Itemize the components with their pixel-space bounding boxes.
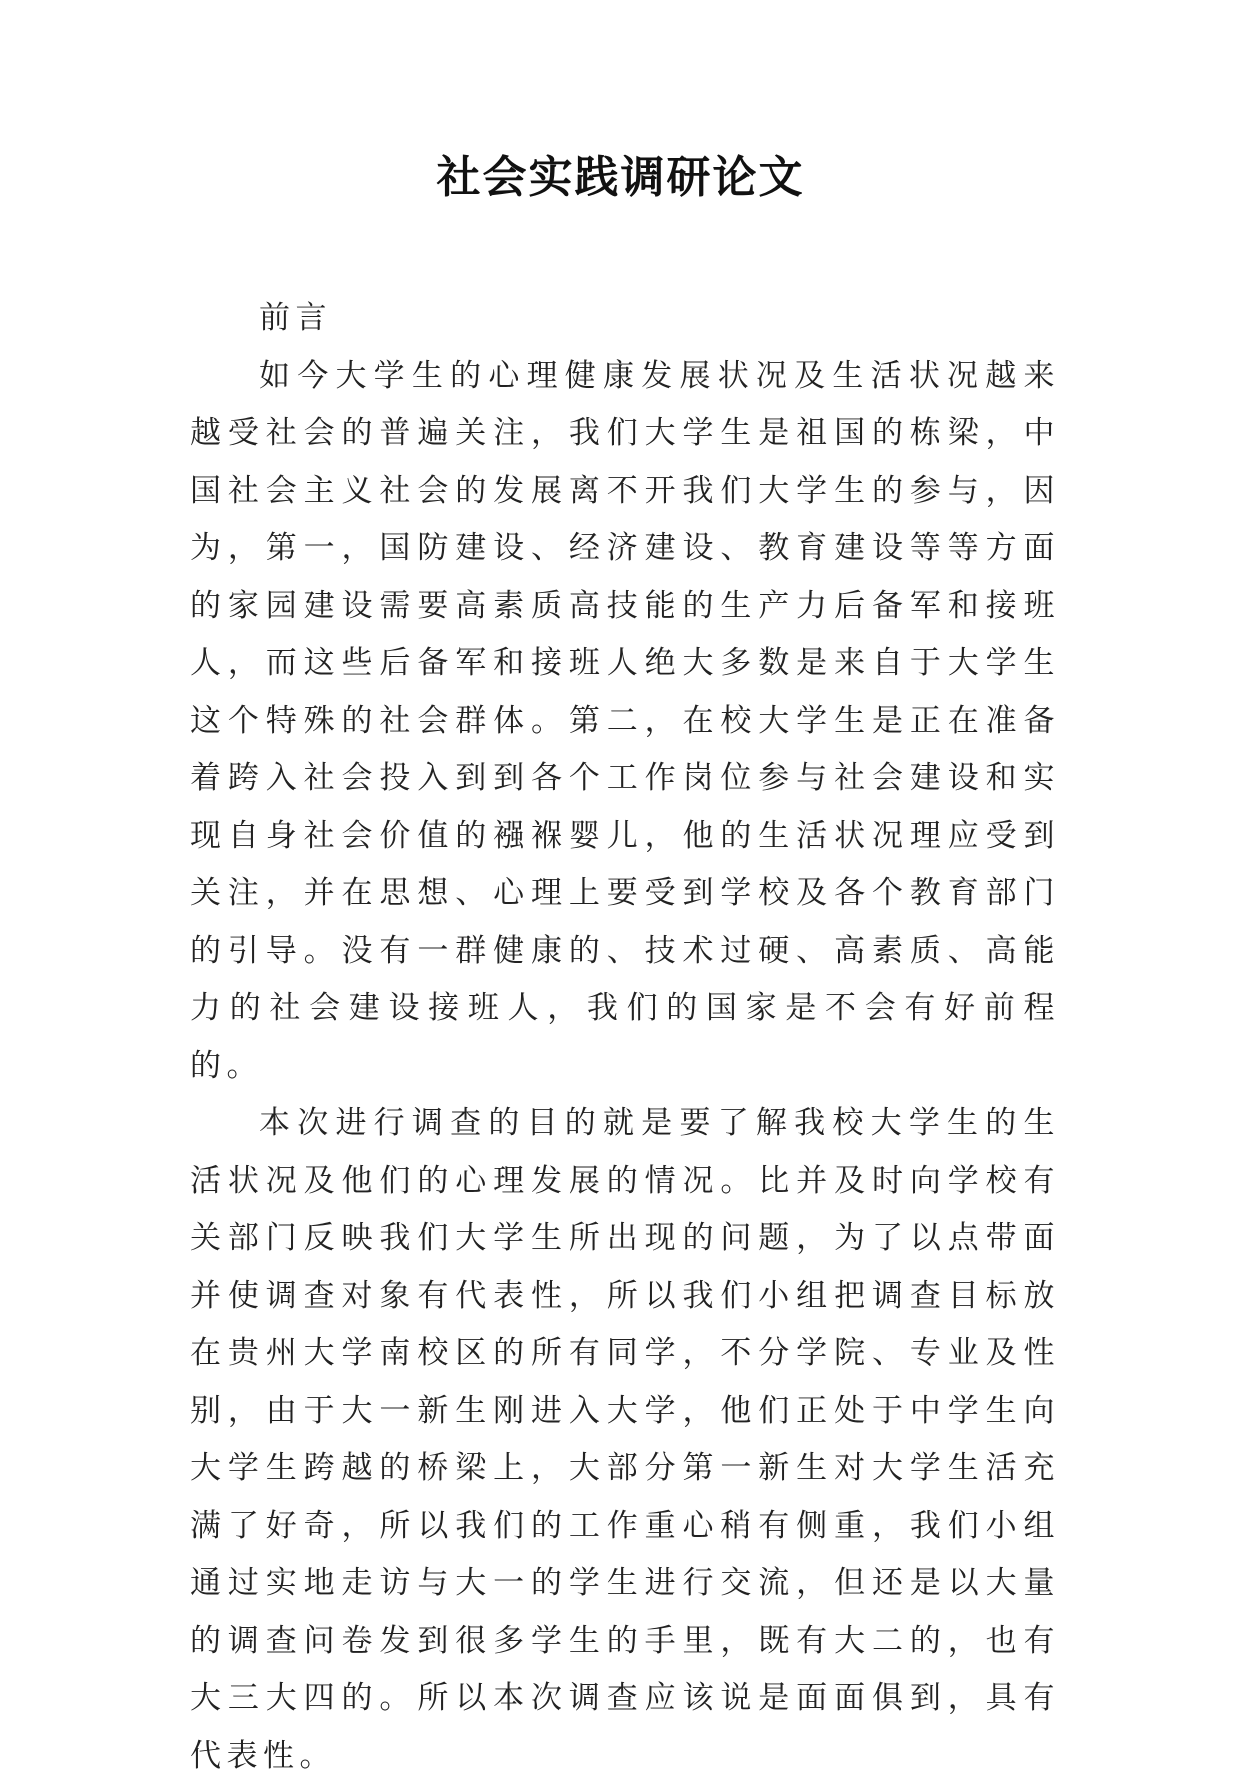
section-heading: 前言	[259, 300, 332, 336]
document-body	[190, 290, 1060, 1785]
document-title: 社会实践调研论文	[436, 152, 805, 203]
paragraph-2: 本次进行调查的目的就是要了解我校大学生的生活状况及他们的心理发展的情况。比并及时向学校有关部门反映我们大学生所出现的问题，为了以点带面并使调查对象有代表性，所以我们小组把调查目标放在贵州大学南校区的所有同学，不分学院、专业及性别，由于大一新生刚进入大学，他们正处于中学生向大学生跨越的桥梁上，大部分第一新生对大学生活充满了好奇，所以我们的工作重心稍有侧重，我们小组通过实地走访与大一的学生进行交流，但还是以大量的调查问卷发到很多学生的手里，既有大二的，也有大三大四的。所以本次调查应该说是面面俱到，具有代表性。	[190, 1105, 1060, 1774]
paragraph-1: 如今大学生的心理健康发展状况及生活状况越来越受社会的普遍关注，我们大学生是祖国的栋梁，中国社会主义社会的发展离不开我们大学生的参与，因为，第一，国防建设、经济建设、教育建设等等方面的家园建设需要高素质高技能的生产力后备军和接班人，而这些后备军和接班人绝大多数是来自于大学生这个特殊的社会群体。第二，在校大学生是正在准备着跨入社会投入到到各个工作岗位参与社会建设和实现自身社会价值的襁褓婴儿，他的生活状况理应受到关注，并在思想、心理上要受到学校及各个教育部门的引导。没有一群健康的、技术过硬、高素质、高能力的社会建设接班人，我们的国家是不会有好前程的。	[190, 357, 1060, 1084]
